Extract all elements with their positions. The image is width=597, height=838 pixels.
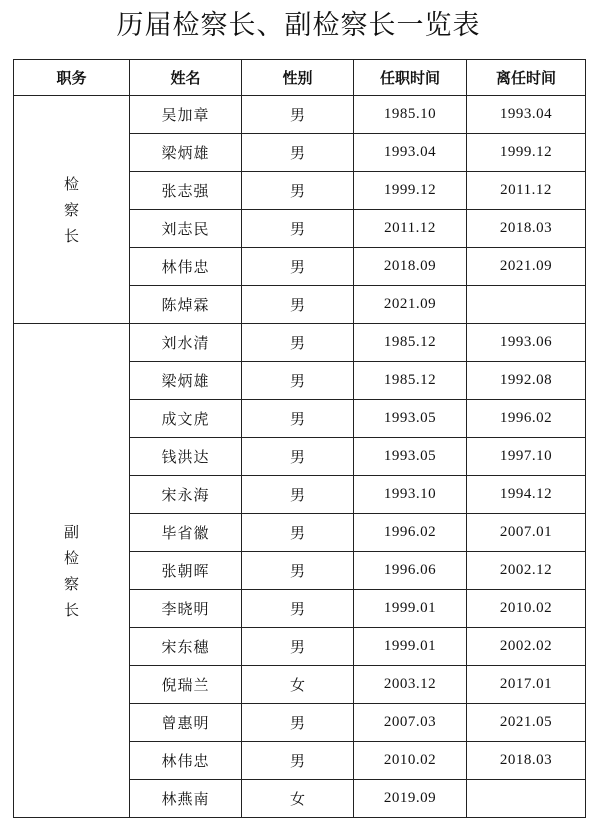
table-row xyxy=(14,324,586,362)
header-start: 任职时间 xyxy=(354,60,467,96)
end-date-cell: 2002.02 xyxy=(467,628,586,666)
name-cell: 倪瑞兰 xyxy=(130,666,242,704)
end-date-cell: 1993.06 xyxy=(467,324,586,362)
name-cell: 张志强 xyxy=(130,172,242,210)
start-date-cell: 1993.10 xyxy=(354,476,467,514)
gender-cell: 男 xyxy=(242,704,354,742)
gender-cell: 女 xyxy=(242,780,354,818)
end-date-cell: 1993.04 xyxy=(467,96,586,134)
name-cell: 林燕南 xyxy=(130,780,242,818)
role-char: 副 xyxy=(63,522,79,541)
start-date-cell: 1999.01 xyxy=(354,628,467,666)
header-name: 姓名 xyxy=(130,60,242,96)
header-position: 职务 xyxy=(14,60,130,96)
role-char: 检 xyxy=(63,548,79,567)
gender-cell: 男 xyxy=(242,286,354,324)
start-date-cell: 1993.05 xyxy=(354,438,467,476)
end-date-cell xyxy=(467,286,586,324)
gender-cell: 男 xyxy=(242,514,354,552)
start-date-cell: 1985.10 xyxy=(354,96,467,134)
end-date-cell: 1997.10 xyxy=(467,438,586,476)
start-date-cell: 1985.12 xyxy=(354,362,467,400)
start-date-cell: 2007.03 xyxy=(354,704,467,742)
gender-cell: 男 xyxy=(242,96,354,134)
end-date-cell: 2002.12 xyxy=(467,552,586,590)
gender-cell: 男 xyxy=(242,742,354,780)
start-date-cell: 1993.04 xyxy=(354,134,467,172)
gender-cell: 男 xyxy=(242,400,354,438)
name-cell: 钱洪达 xyxy=(130,438,242,476)
role-char: 察 xyxy=(63,200,79,219)
role-char: 长 xyxy=(63,600,79,619)
end-date-cell: 1999.12 xyxy=(467,134,586,172)
name-cell: 梁炳雄 xyxy=(130,362,242,400)
role-char: 检 xyxy=(63,174,79,193)
end-date-cell: 2010.02 xyxy=(467,590,586,628)
name-cell: 刘志民 xyxy=(130,210,242,248)
name-cell: 李晓明 xyxy=(130,590,242,628)
role-cell-procurator xyxy=(14,96,130,324)
end-date-cell: 2007.01 xyxy=(467,514,586,552)
name-cell: 梁炳雄 xyxy=(130,134,242,172)
start-date-cell: 1993.05 xyxy=(354,400,467,438)
end-date-cell: 1994.12 xyxy=(467,476,586,514)
start-date-cell: 2019.09 xyxy=(354,780,467,818)
name-cell: 刘水清 xyxy=(130,324,242,362)
start-date-cell: 2011.12 xyxy=(354,210,467,248)
start-date-cell: 1996.02 xyxy=(354,514,467,552)
end-date-cell: 2017.01 xyxy=(467,666,586,704)
end-date-cell: 2021.05 xyxy=(467,704,586,742)
end-date-cell: 2021.09 xyxy=(467,248,586,286)
table-row xyxy=(14,96,586,134)
gender-cell: 男 xyxy=(242,552,354,590)
name-cell: 成文虎 xyxy=(130,400,242,438)
name-cell: 陈焯霖 xyxy=(130,286,242,324)
table-body xyxy=(14,96,586,818)
end-date-cell: 2018.03 xyxy=(467,210,586,248)
page-title: 历届检察长、副检察长一览表 xyxy=(116,10,481,41)
name-cell: 吴加章 xyxy=(130,96,242,134)
gender-cell: 男 xyxy=(242,324,354,362)
role-char: 长 xyxy=(63,226,79,245)
gender-cell: 男 xyxy=(242,590,354,628)
end-date-cell: 2018.03 xyxy=(467,742,586,780)
officials-table xyxy=(13,59,586,818)
name-cell: 毕省徽 xyxy=(130,514,242,552)
start-date-cell: 2018.09 xyxy=(354,248,467,286)
table-header-row xyxy=(14,60,586,96)
header-end: 离任时间 xyxy=(467,60,586,96)
start-date-cell: 2003.12 xyxy=(354,666,467,704)
start-date-cell: 1985.12 xyxy=(354,324,467,362)
end-date-cell: 2011.12 xyxy=(467,172,586,210)
start-date-cell: 1996.06 xyxy=(354,552,467,590)
name-cell: 宋永海 xyxy=(130,476,242,514)
header-gender: 性别 xyxy=(242,60,354,96)
end-date-cell xyxy=(467,780,586,818)
end-date-cell: 1992.08 xyxy=(467,362,586,400)
start-date-cell: 2010.02 xyxy=(354,742,467,780)
end-date-cell: 1996.02 xyxy=(467,400,586,438)
role-cell-deputy-procurator xyxy=(14,324,130,818)
name-cell: 曾惠明 xyxy=(130,704,242,742)
start-date-cell: 1999.01 xyxy=(354,590,467,628)
start-date-cell: 1999.12 xyxy=(354,172,467,210)
gender-cell: 男 xyxy=(242,438,354,476)
gender-cell: 男 xyxy=(242,476,354,514)
name-cell: 宋东穗 xyxy=(130,628,242,666)
name-cell: 张朝晖 xyxy=(130,552,242,590)
name-cell: 林伟忠 xyxy=(130,742,242,780)
gender-cell: 男 xyxy=(242,210,354,248)
gender-cell: 男 xyxy=(242,248,354,286)
gender-cell: 男 xyxy=(242,362,354,400)
gender-cell: 男 xyxy=(242,172,354,210)
start-date-cell: 2021.09 xyxy=(354,286,467,324)
name-cell: 林伟忠 xyxy=(130,248,242,286)
gender-cell: 男 xyxy=(242,628,354,666)
gender-cell: 男 xyxy=(242,134,354,172)
role-char: 察 xyxy=(63,574,79,593)
gender-cell: 女 xyxy=(242,666,354,704)
